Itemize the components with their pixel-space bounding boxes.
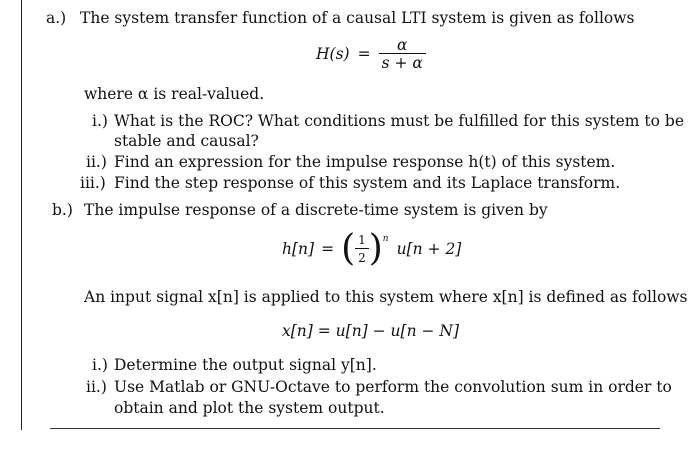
- part-a-item-3-line-1: Find the step response of this system and its Laplace transform.: [114, 174, 621, 192]
- equals-sign: =: [357, 45, 371, 63]
- part-b-item-2-line-2: obtain and plot the system output.: [114, 399, 385, 417]
- bottom-rule: [50, 428, 660, 429]
- input-signal-equation: [282, 321, 459, 341]
- part-a-intro: The system transfer function of a causal LTI system is given as follows: [80, 9, 635, 27]
- unit-step-term: u[n + 2]: [396, 240, 462, 258]
- part-b-item-2-label: ii.): [86, 378, 107, 396]
- part-b-item-1-line-1: Determine the output signal y[n].: [114, 356, 377, 374]
- part-a-item-3-label: iii.): [80, 174, 106, 192]
- fraction-numerator: 1: [358, 232, 366, 247]
- input-signal-text: An input signal x[n] is applied to this system where x[n] is defined as follows: [84, 288, 688, 306]
- half-fraction: [355, 232, 369, 267]
- part-b-item-2-line-1: Use Matlab or GNU-Octave to perform the convolution sum in order to: [114, 378, 672, 396]
- equation-lhs: h[n]: [282, 240, 315, 258]
- page-left-border: [0, 0, 22, 430]
- transfer-function-equation: [316, 34, 426, 74]
- fraction-denominator: 2: [355, 248, 369, 267]
- fraction-numerator: α: [396, 35, 408, 54]
- transfer-fraction: [379, 37, 426, 72]
- part-b-label: b.): [52, 201, 73, 219]
- impulse-response-equation: [282, 226, 461, 272]
- part-a-item-2-label: ii.): [86, 153, 107, 171]
- equals-sign: =: [321, 240, 335, 258]
- where-text: where α is real-valued.: [84, 85, 265, 103]
- part-b-intro: The impulse response of a discrete-time system is given by: [84, 201, 548, 219]
- part-a-item-1-line-1: What is the ROC? What conditions must be fulfilled for this system to be: [114, 112, 684, 130]
- part-a-item-1-line-2: stable and causal?: [114, 132, 259, 150]
- fraction-denominator: s + α: [379, 53, 426, 72]
- input-equation-text: x[n] = u[n] − u[n − N]: [282, 322, 460, 340]
- part-a-label: a.): [46, 9, 67, 27]
- exponent: n: [382, 234, 389, 244]
- part-a-item-2-line-1: Find an expression for the impulse response h(t) of this system.: [114, 153, 616, 171]
- equation-lhs: H(s): [316, 45, 350, 63]
- part-a-item-1-label: i.): [92, 112, 108, 130]
- part-b-item-1-label: i.): [92, 356, 108, 374]
- right-paren: ): [368, 228, 383, 269]
- left-paren: (: [341, 228, 356, 269]
